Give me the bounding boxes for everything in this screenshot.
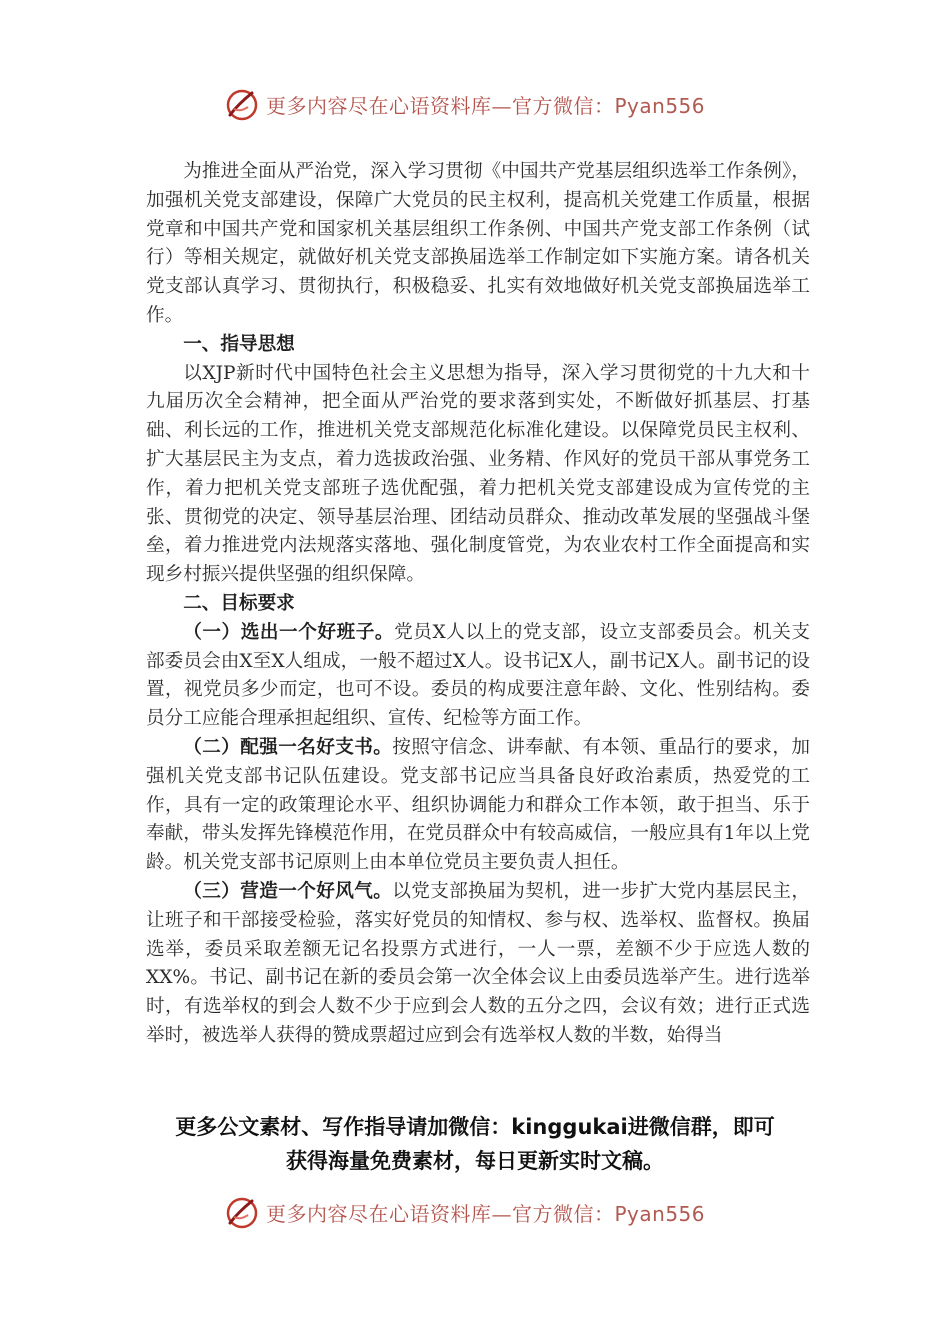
goal-item-1-text: 党员X人以上的党支部，设立支部委员会。机关支部委员会由X至X人组成，一般不超过X人。设书记X人，副书记X人。副书记的设置，视党员多少而定，也可不设。委员的构成要注意年龄、文化、性别结构。委员分工应能合理承担起组织、宣传、纪检等方面工作。 xyxy=(146,621,810,730)
logo-icon xyxy=(222,85,260,123)
watermark-text: 更多内容尽在心语资料库—官方微信：Pyan556 xyxy=(266,93,706,118)
goal-item-2-text: 按照守信念、讲奉献、有本领、重品行的要求，加强机关党支部书记队伍建设。党支部书记应当具备良好政治素质，热爱党的工作，具有一定的政策理论水平、组织协调能力和群众工作本领，敢于担当、乐于奉献，带头发挥先锋模范作用，在党员群众中有较高威信，一般应具有1年以上党龄。机关党支部书记原则上由本单位党员主要负责人担任。 xyxy=(146,736,810,874)
logo-icon xyxy=(222,1193,260,1231)
guiding-ideology-paragraph: 以XJP新时代中国特色社会主义思想为指导，深入学习贯彻党的十九大和十九届历次全会精神，把全面从严治党的要求落到实处，不断做好抓基层、打基础、利长远的工作，推进机关党支部规范化标准化建设。以保障党员民主权利、扩大基层民主为支点，着力选拔政治强、业务精、作风好的党员干部从事党务工作，着力把机关党支部班子选优配强，着力把机关党支部建设成为宣传党的主张、贯彻党的决定、领导基层治理、团结动员群众、推动改革发展的坚强战斗堡垒，着力推进党内法规落实落地、强化制度管党，为农业农村工作全面提高和实现乡村振兴提供坚强的组织保障。 xyxy=(146,362,810,586)
header-watermark xyxy=(222,82,742,126)
promo-line-1: 更多公文素材、写作指导请加微信：kinggukai进微信群，即可 xyxy=(175,1115,775,1139)
intro-paragraph: 为推进全面从严治党，深入学习贯彻《中国共产党基层组织选举工作条例》，加强机关党支部建设，保障广大党员的民主权利，提高机关党建工作质量，根据党章和中国共产党和国家机关基层组织工作条例、中国共产党支部工作条例（试行）等相关规定，就做好机关党支部换届选举工作制定如下实施方案。请各机关党支部认真学习、贯彻执行，积极稳妥、扎实有效地做好机关党支部换届选举工作。 xyxy=(146,161,810,326)
goal-item-3-lead: （三）营造一个好风气。 xyxy=(183,880,393,902)
section-heading-goals: 二、目标要求 xyxy=(183,592,295,614)
footer-watermark xyxy=(222,1190,742,1234)
promo-line-2: 获得海量免费素材，每日更新实时文稿。 xyxy=(286,1149,664,1173)
goal-item-3 xyxy=(146,878,810,1051)
goal-item-1-lead: （一）选出一个好班子。 xyxy=(183,621,395,643)
watermark-id: Pyan556 xyxy=(614,93,706,118)
watermark-id: Pyan556 xyxy=(614,1201,706,1226)
goal-item-1 xyxy=(146,619,810,734)
goal-item-2 xyxy=(146,734,810,878)
goal-item-3-text: 以党支部换届为契机，进一步扩大党内基层民主，让班子和干部接受检验，落实好党员的知情权、参与权、选举权、监督权。换届选举，委员采取差额无记名投票方式进行，一人一票，差额不少于应选人数的XX%。书记、副书记在新的委员会第一次全体会议上由委员选举产生。进行选举时，有选举权的到会人数不少于应到会人数的五分之四，会议有效；进行正式选举时，被选举人获得的赞成票超过应到会有选举权人数的半数，始得当 xyxy=(146,880,810,1046)
watermark-text: 更多内容尽在心语资料库—官方微信：Pyan556 xyxy=(266,1201,706,1226)
promo-notice xyxy=(120,1110,830,1178)
goal-item-2-lead: （二）配强一名好支书。 xyxy=(183,736,393,758)
document-body xyxy=(146,158,810,1051)
section-heading-guiding-ideology: 一、指导思想 xyxy=(183,333,295,355)
